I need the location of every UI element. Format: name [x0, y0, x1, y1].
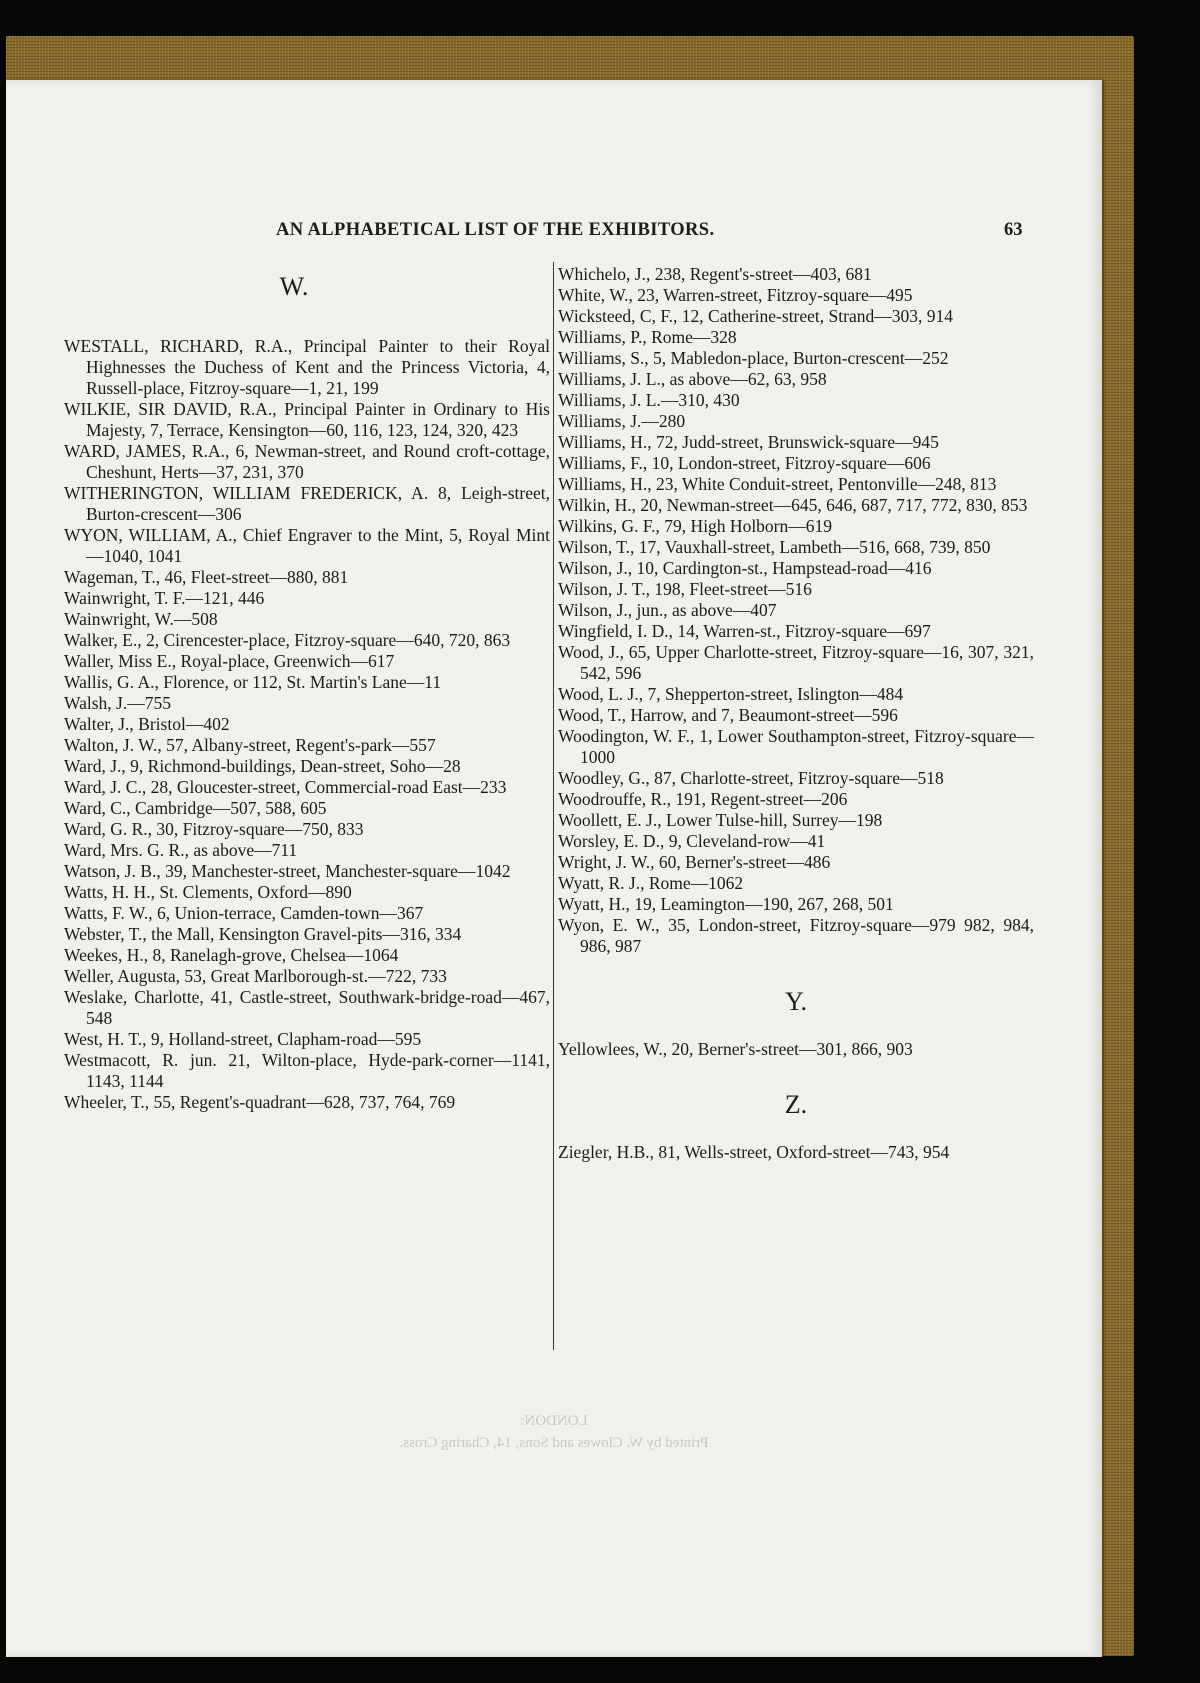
- exhibitor-entry: Wilson, J., 10, Cardington-st., Hampstead-road—416: [558, 558, 932, 578]
- exhibitor-entry: Watson, J. B., 39, Manchester-street, Manchester-square—1042: [64, 861, 511, 881]
- page-number: 63: [1004, 220, 1023, 240]
- exhibitor-entry: Wilkins, G. F., 79, High Holborn—619: [558, 516, 833, 536]
- exhibitor-entry: Walker, E., 2, Cirencester-place, Fitzroy-square—640, 720, 863: [64, 630, 511, 650]
- exhibitor-entry: Worsley, E. D., 9, Cleveland-row—41: [558, 831, 826, 851]
- exhibitor-entry: Westmacott, R. jun. 21, Wilton-place, Hyde-park-corner—1141, 1143, 1144: [64, 1050, 550, 1091]
- exhibitor-entry: Waller, Miss E., Royal-place, Greenwich—617: [64, 651, 395, 671]
- exhibitor-entry: Ward, C., Cambridge—507, 588, 605: [64, 798, 327, 818]
- exhibitor-entry: Weller, Augusta, 53, Great Marlborough-st.—722, 733: [64, 966, 447, 986]
- exhibitor-entry: Ziegler, H.B., 81, Wells-street, Oxford-street—743, 954: [558, 1142, 950, 1162]
- section-letter-y: Y.: [785, 987, 807, 1016]
- exhibitor-entry: WESTALL, RICHARD, R.A., Principal Painter to their Royal Highnesses the Duchess of Kent and the Princess Victoria, 4, Russell-place, Fitzroy-square—1, 21, 199: [64, 336, 550, 398]
- exhibitor-entry: Williams, F., 10, London-street, Fitzroy-square—606: [558, 453, 931, 473]
- exhibitor-entry: Wheeler, T., 55, Regent's-quadrant—628, 737, 764, 769: [64, 1092, 456, 1112]
- exhibitor-entry: Williams, J. L.—310, 430: [558, 390, 740, 410]
- exhibitor-entry: Walsh, J.—755: [64, 693, 171, 713]
- exhibitor-entry: Whichelo, J., 238, Regent's-street—403, 681: [558, 264, 872, 284]
- exhibitor-entry: Wilson, J. T., 198, Fleet-street—516: [558, 579, 812, 599]
- section-letter-z: Z.: [784, 1090, 808, 1119]
- exhibitor-entry: Wilson, T., 17, Vauxhall-street, Lambeth—516, 668, 739, 850: [558, 537, 991, 557]
- exhibitor-entry: White, W., 23, Warren-street, Fitzroy-square—495: [558, 285, 913, 305]
- exhibitor-entry: Wingfield, I. D., 14, Warren-st., Fitzroy-square—697: [558, 621, 931, 641]
- exhibitor-entry: Wageman, T., 46, Fleet-street—880, 881: [64, 567, 349, 587]
- exhibitor-entry: Wood, J., 65, Upper Charlotte-street, Fitzroy-square—16, 307, 321, 542, 596: [558, 642, 1034, 683]
- exhibitor-entry: Watts, H. H., St. Clements, Oxford—890: [64, 882, 352, 902]
- exhibitor-entry: Williams, H., 23, White Conduit-street, Pentonville—248, 813: [558, 474, 997, 494]
- exhibitor-entry: Webster, T., the Mall, Kensington Gravel-pits—316, 334: [64, 924, 462, 944]
- exhibitor-entry: Yellowlees, W., 20, Berner's-street—301, 866, 903: [558, 1039, 913, 1059]
- exhibitor-entry: Williams, J. L., as above—62, 63, 958: [558, 369, 827, 389]
- exhibitor-entry: Wyatt, R. J., Rome—1062: [558, 873, 744, 893]
- right-column: [558, 264, 1034, 1163]
- exhibitor-entry: Ward, G. R., 30, Fitzroy-square—750, 833: [64, 819, 364, 839]
- exhibitor-entry: Ward, J., 9, Richmond-buildings, Dean-street, Soho—28: [64, 756, 461, 776]
- exhibitor-entry: Wainwright, W.—508: [64, 609, 218, 629]
- section-letter-w: W.: [279, 272, 309, 301]
- exhibitor-entry: Williams, P., Rome—328: [558, 327, 737, 347]
- exhibitor-entry: WARD, JAMES, R.A., 6, Newman-street, and Round croft-cottage, Cheshunt, Herts—37, 231, 370: [64, 441, 550, 482]
- left-column: [64, 264, 550, 1113]
- exhibitor-entry: Ward, Mrs. G. R., as above—711: [64, 840, 298, 860]
- column-divider: [553, 262, 554, 1350]
- exhibitor-entry: WILKIE, SIR DAVID, R.A., Principal Painter in Ordinary to His Majesty, 7, Terrace, Kensington—60, 116, 123, 124, 320, 423: [64, 399, 550, 440]
- exhibitor-entry: Williams, J.—280: [558, 411, 686, 431]
- exhibitor-entry: WYON, WILLIAM, A., Chief Engraver to the Mint, 5, Royal Mint—1040, 1041: [64, 525, 550, 566]
- exhibitor-entry: Watts, F. W., 6, Union-terrace, Camden-town—367: [64, 903, 424, 923]
- exhibitor-entry: Woodley, G., 87, Charlotte-street, Fitzroy-square—518: [558, 768, 944, 788]
- exhibitor-entry: Weslake, Charlotte, 41, Castle-street, Southwark-bridge-road—467, 548: [64, 987, 550, 1028]
- exhibitor-entry: Wood, T., Harrow, and 7, Beaumont-street—596: [558, 705, 898, 725]
- exhibitor-entry: Wallis, G. A., Florence, or 112, St. Martin's Lane—11: [64, 672, 442, 692]
- bleed-through-line: LONDON:: [520, 1413, 588, 1429]
- exhibitor-entry: Wood, L. J., 7, Shepperton-street, Islington—484: [558, 684, 904, 704]
- exhibitor-entry: Ward, J. C., 28, Gloucester-street, Commercial-road East—233: [64, 777, 507, 797]
- exhibitor-entry: Weekes, H., 8, Ranelagh-grove, Chelsea—1064: [64, 945, 399, 965]
- exhibitor-entry: Walton, J. W., 57, Albany-street, Regent's-park—557: [64, 735, 436, 755]
- exhibitor-entry: WITHERINGTON, WILLIAM FREDERICK, A. 8, Leigh-street, Burton-crescent—306: [64, 483, 550, 524]
- exhibitor-entry: Wilson, J., jun., as above—407: [558, 600, 777, 620]
- exhibitor-entry: Wright, J. W., 60, Berner's-street—486: [558, 852, 831, 872]
- exhibitor-entry: Williams, S., 5, Mabledon-place, Burton-crescent—252: [558, 348, 949, 368]
- running-head: AN ALPHABETICAL LIST OF THE EXHIBITORS.: [276, 220, 715, 240]
- book-page: [6, 80, 1102, 1657]
- exhibitor-entry: Williams, H., 72, Judd-street, Brunswick-square—945: [558, 432, 939, 452]
- exhibitor-entry: Woollett, E. J., Lower Tulse-hill, Surrey—198: [558, 810, 883, 830]
- exhibitor-entry: Walter, J., Bristol—402: [64, 714, 230, 734]
- exhibitor-entry: Woodington, W. F., 1, Lower Southampton-street, Fitzroy-square—1000: [558, 726, 1034, 767]
- exhibitor-entry: Wyatt, H., 19, Leamington—190, 267, 268, 501: [558, 894, 894, 914]
- exhibitor-entry: Wainwright, T. F.—121, 446: [64, 588, 265, 608]
- exhibitor-entry: Wilkin, H., 20, Newman-street—645, 646, 687, 717, 772, 830, 853: [558, 495, 1028, 515]
- exhibitor-entry: Woodrouffe, R., 191, Regent-street—206: [558, 789, 848, 809]
- exhibitor-entry: West, H. T., 9, Holland-street, Clapham-road—595: [64, 1029, 422, 1049]
- bleed-through-imprint: [6, 1410, 1102, 1454]
- exhibitor-entry: Wyon, E. W., 35, London-street, Fitzroy-square—979 982, 984, 986, 987: [558, 915, 1034, 956]
- bleed-through-line: Printed by W. Clowes and Sons, 14, Charing Cross.: [399, 1435, 709, 1451]
- exhibitor-entry: Wicksteed, C, F., 12, Catherine-street, Strand—303, 914: [558, 306, 953, 326]
